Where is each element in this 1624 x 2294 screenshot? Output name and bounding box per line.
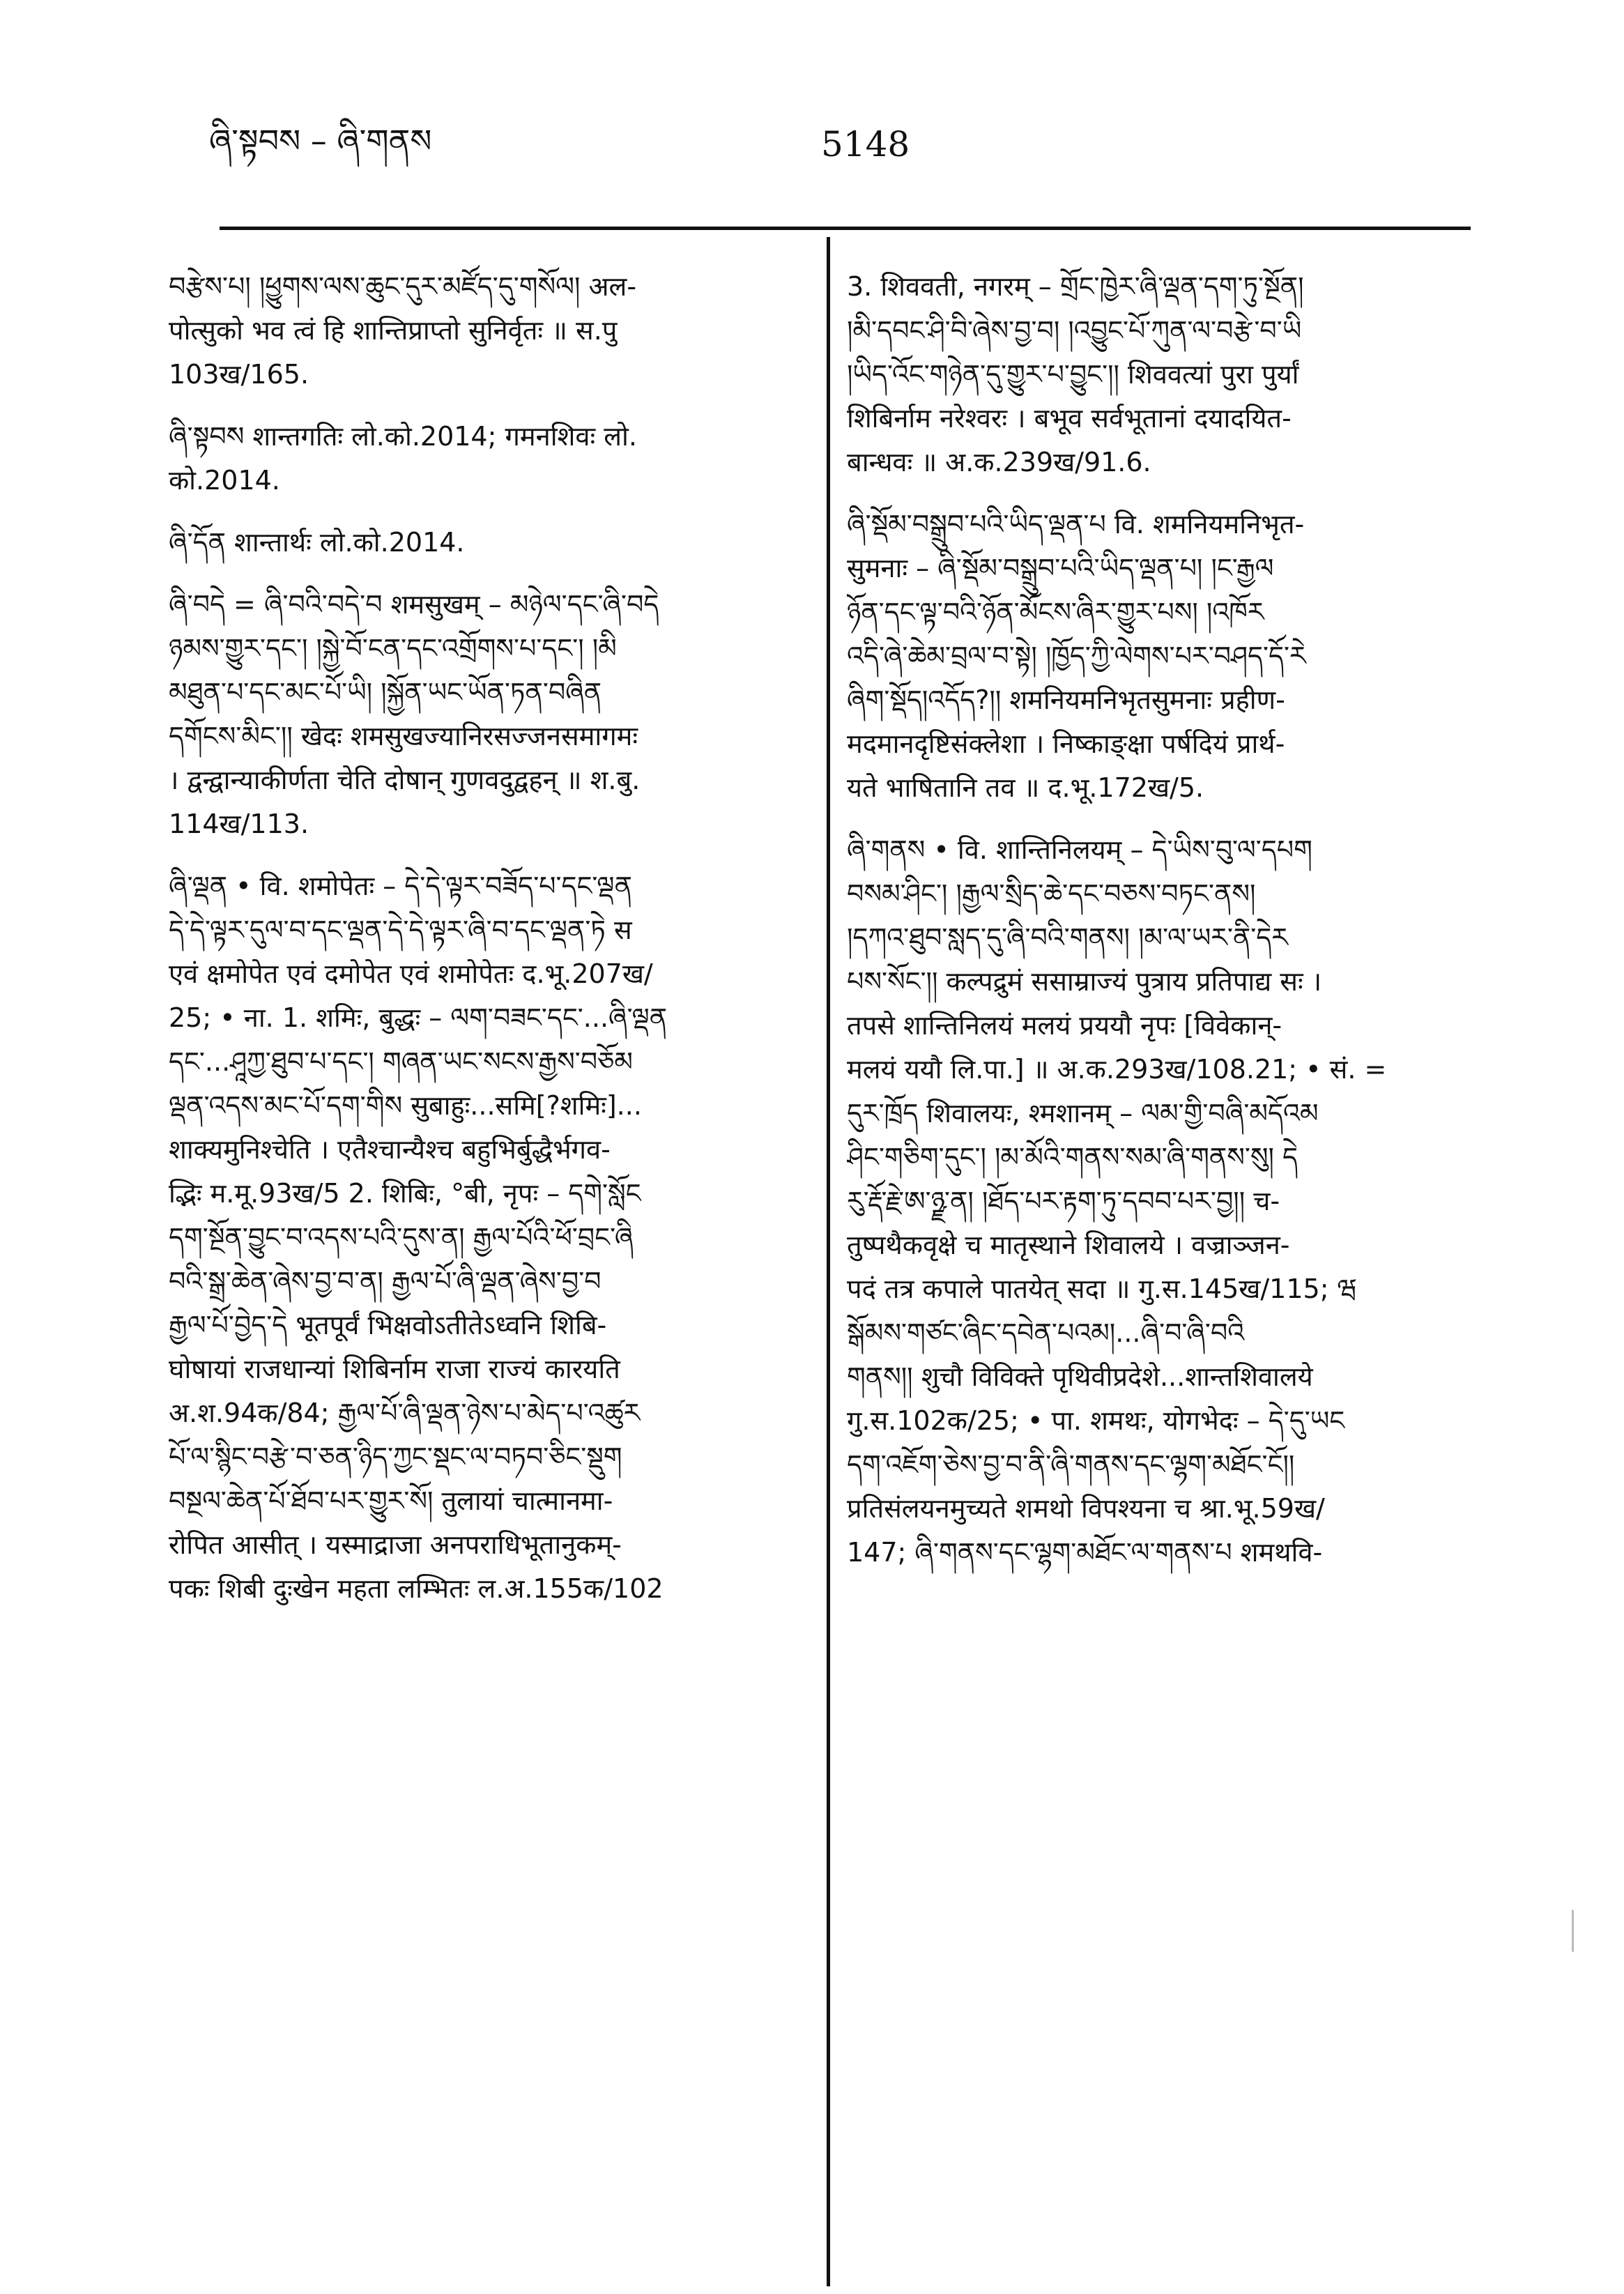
text-line: 114ख/113. xyxy=(169,809,309,839)
text-line: यते भाषितानि तव ॥ द.भू.172ख/5. xyxy=(847,772,1204,803)
text-line: तपसे शान्तिनिलयं मलयं प्रययौ नृपः [विवेकान्- xyxy=(847,1010,1282,1041)
text-line: བརྩེས་པ། །ཕྱུགས་ལས་ཆུང་དུར་མཛོད་དུ་གསོལ། अल- xyxy=(169,271,637,302)
text-line: དག་སྔོན་བྱུང་བ་འདས་པའི་དུས་ན། རྒྱལ་པོའི་ཕོ་བྲང་ཞི xyxy=(169,1222,634,1253)
text-line: पदं तत्र कपाले पातयेत् सदा ॥ गु.स.145ख/115; ཝ xyxy=(847,1274,1357,1304)
text-line: गु.स.102क/25; • पा. शमथः, योगभेदः – དེ་དུ་ཡང xyxy=(847,1405,1345,1436)
header-rule xyxy=(220,227,1471,230)
text-line: ཞི་དོན शान्तार्थः लो.को.2014. xyxy=(169,527,465,558)
text-line: ཞི་སྟབས शान्तगतिः लो.को.2014; गमनशिवः लो. xyxy=(169,421,637,452)
text-line: रोपित आसीत् । यस्माद्राजा अनपराधिभूतानुकम्- xyxy=(169,1529,622,1560)
column-divider xyxy=(827,237,830,2286)
text-line: पकः शिबी दुःखेन महता लम्भितः ल.अ.155क/102 xyxy=(169,1573,664,1604)
entry-gap xyxy=(847,810,1478,828)
text-line: 147; ཞི་གནས་དང་ལྷག་མཐོང་ལ་གནས་པ शमथवि- xyxy=(847,1537,1323,1568)
text-line: བསྔལ་ཆེན་པོ་ཐོབ་པར་གྱུར་སོ། तुलायां चात्मानमा- xyxy=(169,1485,613,1516)
text-line: शाक्यमुनिश्चेति । एतैश्चान्यैश्च बहुभिर्बुद्धैर्भगव- xyxy=(169,1134,611,1165)
text-line: 103ख/165. xyxy=(169,359,309,390)
text-line: को.2014. xyxy=(169,465,280,496)
text-line: ཤིང་གཅིག་དུང་། །མ་མོའི་གནས་སམ་ཞི་གནས་སུ། དེ xyxy=(847,1142,1299,1172)
text-line: । द्वन्द्वान्याकीर्णता चेति दोषान् गुणवदुद्वहन् ॥ श.बु. xyxy=(169,765,641,795)
text-line: ཞི་སྡོམ་བསྒྲུབ་པའི་ཡིད་ལྡན་པ वि. शमनियमनिभृत- xyxy=(847,509,1305,540)
text-line: རུ་རྡོ་རྗེ་ཨ་ཉྫ་ན། །ཐོད་པར་རྟག་ཏུ་དབབ་པར་བྱ།། च- xyxy=(847,1186,1280,1216)
text-line: ཞི་ལྡན • वि. शमोपेतः – དེ་དེ་ལྟར་བཟོད་པ་དང་ལྡན xyxy=(169,871,632,901)
text-line: प्रतिसंलयनमुच्यते शमथो विपश्यना च श्रा.भू.59ख/ xyxy=(847,1493,1325,1524)
text-line: པོ་ལ་སྙིང་བརྩེ་བ་ཅན་ཉིད་ཀྱང་སྡང་ལ་བཏབ་ཅིང་སྡུག xyxy=(169,1442,622,1472)
text-line: घोषायां राजधान्यां शिबिर्नाम राजा राज्यं कारयति xyxy=(169,1354,620,1384)
text-line: སྒོམས་གཙང་ཞིང་དབེན་པའམ།...ཞི་བ་ཞི་བའི xyxy=(847,1317,1245,1348)
text-line: དགོངས་མིང་།། खेदः शमसुखज्यानिरसज्जनसमागमः xyxy=(169,721,638,751)
entry-gap xyxy=(169,397,796,415)
text-line: बान्धवः ॥ अ.क.239ख/91.6. xyxy=(847,447,1151,477)
entry-gap xyxy=(169,846,796,864)
text-line: एवं क्षमोपेत एवं दमोपेत एवं शमोपेतः द.भू.207ख/ xyxy=(169,958,653,989)
entry-gap xyxy=(169,565,796,583)
text-line: །དཀའ་ཐུབ་སླད་དུ་ཞི་བའི་གནས། །མ་ལ་ཡར་ནི་དེར xyxy=(847,922,1288,953)
text-line: द्भिः म.मू.93ख/5 2. शिबिः, °बी, नृपः – དགེ་སློང xyxy=(169,1178,641,1209)
text-line: सुमनाः – ཞི་སྡོམ་བསྒྲུབ་པའི་ཡིད་ལྡན་པ། །ང་རྒྱལ xyxy=(847,553,1274,583)
text-line: ཞིག་སྡོད།འདོད?།། शमनियमनिभृतसुमनाः प्रहीण- xyxy=(847,685,1285,715)
text-line: །མི་དབང་ཤི་བི་ཞེས་བྱ་བ། །འབྱུང་པོ་ཀུན་ལ་བརྩེ་བ་ཡི xyxy=(847,315,1302,346)
text-line: मलयं ययौ लि.पा.] ॥ अ.क.293ख/108.21; • सं. = xyxy=(847,1054,1387,1085)
left-column xyxy=(169,265,796,1611)
text-line: ཞི་བདེ = ཞི་བའི་བདེ་བ शमसुखम् – མཉེལ་དང་ཞི་བདེ xyxy=(169,589,659,620)
text-line: ཞི་གནས • वि. शान्तिनिलयम् – དེ་ཡིས་བུ་ལ་དཔག xyxy=(847,834,1312,865)
text-line: མཐུན་པ་དང་མང་པོ་ཡི། །སྐྱོན་ཡང་ཡོན་ཏན་བཞིན xyxy=(169,677,602,708)
text-line: तुष्पथैकवृक्षे च मातृस्थाने शिवालये । वज्राञ्जन- xyxy=(847,1230,1290,1260)
entry-gap xyxy=(169,503,796,521)
page-number: 5148 xyxy=(821,124,910,165)
text-line: དག་འཇོག་ཅེས་བྱ་བ་ནི་ཞི་གནས་དང་ལྷག་མཐོང་ངོ།། xyxy=(847,1449,1295,1480)
text-line: शिबिर्नाम नरेश्वरः । बभूव सर्वभूतानां दयादयित- xyxy=(847,403,1292,434)
text-line: བསམ་ཤིང་། །རྒྱལ་སྲིད་ཆེ་དང་བཅས་བཏང་ནས། xyxy=(847,878,1256,909)
text-line: འདི་ཞེ་ཆེམ་བྲལ་བ་སྟེ། །ཁྱོད་ཀྱི་ལེགས་པར་བཤད་དོ་རེ xyxy=(847,641,1306,671)
text-line: དེ་དེ་ལྟར་དུལ་བ་དང་ལྡན་དེ་དེ་ལྟར་ཞི་བ་དང་ལྡན་ཏེ स xyxy=(169,915,632,945)
text-line: །ཡིད་འོང་གཉེན་དུ་གྱུར་པ་བྱུང་།། शिववत्यां पुरा पुर्यां xyxy=(847,359,1299,390)
text-line: 3. शिववती, नगरम् – གྲོང་ཁྱེར་ཞི་ལྡན་དག་ཏུ་སྔོན། xyxy=(847,271,1304,302)
text-line: ཉམས་གྱུར་དང་། །སྐྱེ་བོ་ངན་དང་འགྲོགས་པ་དང་། །མི xyxy=(169,633,617,664)
text-line: པས་སོང་།། कल्पद्रुमं ससाम्राज्यं पुत्राय प्रतिपाद्य सः । xyxy=(847,966,1322,997)
text-line: अ.श.94क/84; རྒྱལ་པོ་ཞི་ལྡན་ཉེས་པ་མེད་པ་འཚུར xyxy=(169,1398,641,1428)
text-line: मदमानदृष्टिसंक्लेशा । निष्काङ्क्षा पर्षदियं प्रार्थ- xyxy=(847,728,1285,759)
text-line: དང་...ཤཱཀྱ་ཐུབ་པ་དང་། གཞན་ཡང་སངས་རྒྱས་བཅོམ xyxy=(169,1046,633,1077)
scan-edge-mark xyxy=(1572,1910,1574,1952)
right-column xyxy=(847,265,1478,1575)
text-line: རྒྱལ་པོ་བྱེད་དེ भूतपूर्वं भिक्षवोऽतीतेऽध्वनि शिबि- xyxy=(169,1310,607,1340)
running-head: ཞི་སྟབས – ཞི་གནས xyxy=(209,122,432,160)
entry-gap xyxy=(847,484,1478,503)
text-line: पोत्सुको भव त्वं हि शान्तिप्राप्तो सुनिर्वृतः ॥ स.पु xyxy=(169,315,618,346)
text-line: 25; • ना. 1. शमिः, बुद्धः – ལག་བཟང་དང་...ཞི་ལྡན xyxy=(169,1002,668,1033)
text-line: དུར་ཁྲོད शिवालयः, श्मशानम् – ལམ་གྱི་བཞི་མདོའམ xyxy=(847,1098,1319,1129)
text-line: ཉོན་དང་ལྟ་བའི་ཉོན་མོངས་ཞིར་གྱུར་པས། །འཁོར xyxy=(847,597,1264,627)
text-line: བའི་སྒྲ་ཆེན་ཞེས་བྱ་བ་ན། རྒྱལ་པོ་ཞི་ལྡན་ཞེས་བྱ་བ xyxy=(169,1266,602,1297)
text-line: གནས།། शुचौ विविक्ते पृथिवीप्रदेशे...शान्तशिवालये xyxy=(847,1361,1313,1392)
text-line: ལྡན་འདས་མང་པོ་དག་གིས सुबाहुः...समि[?शमिः]... xyxy=(169,1090,642,1121)
